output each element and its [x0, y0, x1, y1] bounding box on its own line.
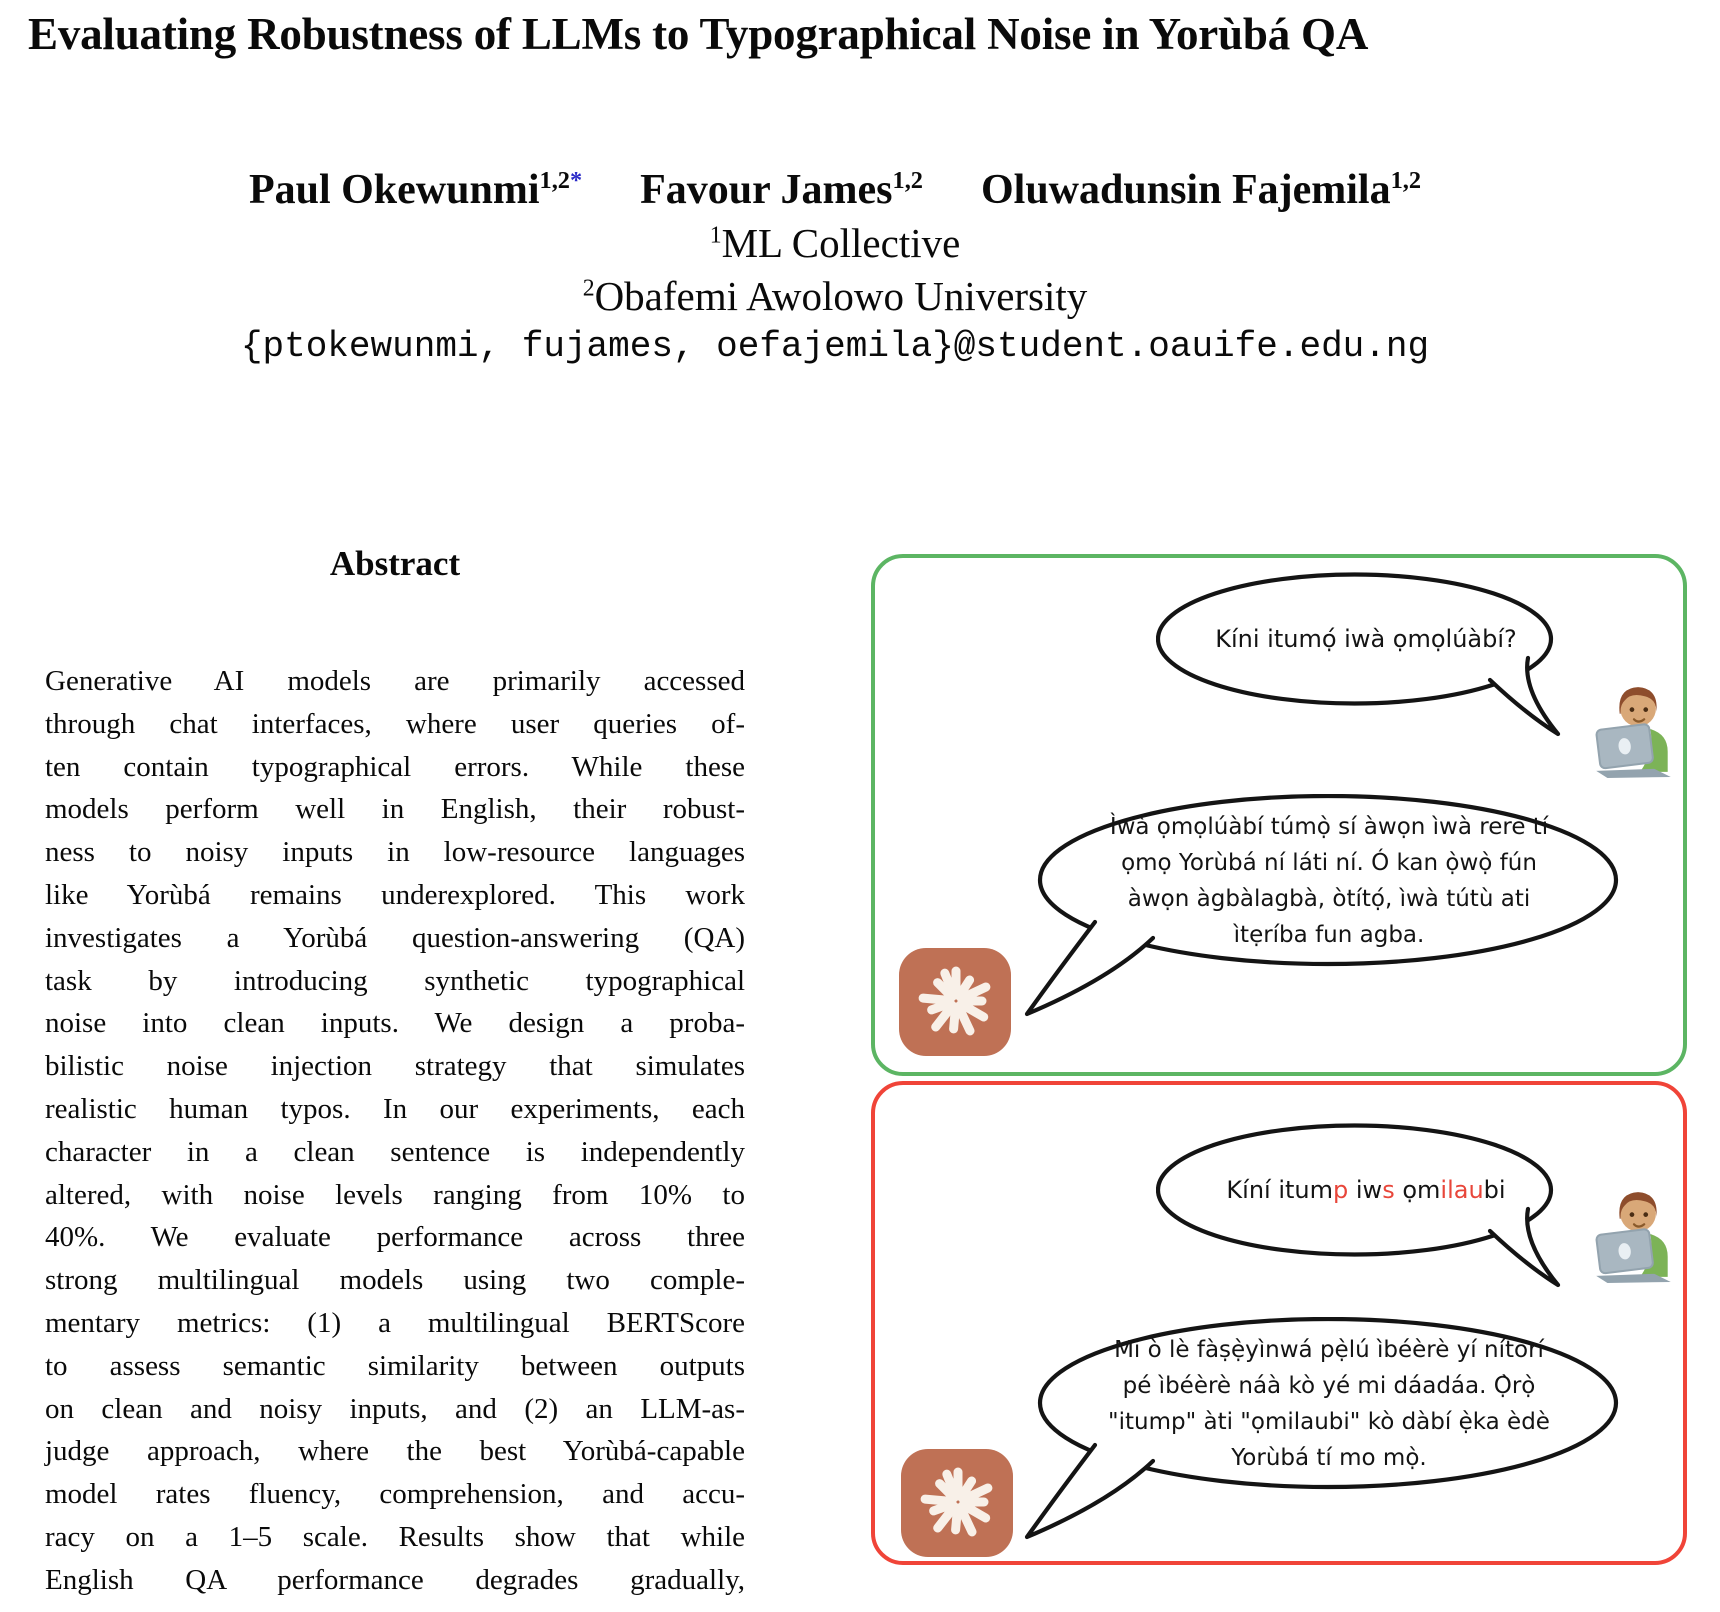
user-technologist-icon [1593, 1185, 1675, 1283]
question-text-segment: iw [1348, 1176, 1383, 1204]
paper-title: Evaluating Robustness of LLMs to Typographical Noise in Yorùbá QA [28, 9, 1369, 59]
noisy-question-bubble [1156, 1123, 1576, 1333]
question-text-segment: ọm [1394, 1176, 1441, 1204]
abstract-line: investigates a Yorùbá question-answering (QA) [45, 921, 745, 954]
bubble-line: Mi ò lè fàṣẹ̀yìnwá pẹ̀lú ìbéèrè yí nítorí [1114, 1337, 1544, 1363]
abstract-line: realistic human typos. In our experiments, each [45, 1092, 745, 1125]
footnote-asterisk: * [569, 167, 583, 194]
abstract-line: task by introducing synthetic typographical [45, 964, 745, 997]
author-name: Favour James$^{1,2}$ [640, 167, 923, 213]
clean-question-bubble [1156, 572, 1576, 782]
affiliation-1-sup: 1 [709, 222, 722, 249]
figure-panel-noisy-input [871, 1081, 1687, 1565]
abstract-text [45, 660, 745, 1602]
abstract-line: like Yorùbá remains underexplored. This work [45, 878, 745, 911]
noisy-character: p [1333, 1176, 1349, 1204]
abstract-heading: Abstract [329, 544, 461, 583]
abstract-line: judge approach, where the best Yorùbá-capable [45, 1435, 745, 1468]
abstract-line: bilistic noise injection strategy that simulates [45, 1050, 745, 1083]
question-text-segment: Kíní itum [1226, 1176, 1334, 1204]
noisy-character: s [1382, 1176, 1395, 1204]
noisy-answer-text [1083, 1323, 1575, 1485]
noisy-answer-bubble [1015, 1317, 1660, 1562]
abstract-line: ten contain typographical errors. While these [45, 750, 745, 783]
abstract-line: altered, with noise levels ranging from 10% to [45, 1178, 745, 1211]
bubble-line: ọmọ Yorùbá ní láti ní. Ó kan ọ̀wọ̀ fún [1121, 850, 1537, 876]
affiliation-2-name: Obafemi Awolowo University [594, 273, 1088, 319]
email-line: {ptokewunmi, fujames, oefajemila}@student.oauife.edu.ng [240, 326, 1430, 367]
figure-panel-clean-input [871, 554, 1687, 1076]
abstract-line: racy on a 1–5 scale. Results show that while [45, 1520, 745, 1553]
ai-starburst-icon [899, 948, 1011, 1056]
abstract-line: ness to noisy inputs in low-resource languages [45, 836, 745, 869]
abstract-line: to assess semantic similarity between outputs [45, 1349, 745, 1382]
bubble-line: pé ìbéèrè náà kò yé mi dáadáa. Ọ̀rọ̀ [1122, 1373, 1536, 1399]
abstract-line: models perform well in English, their robust- [45, 793, 745, 826]
user-technologist-icon [1593, 680, 1675, 778]
abstract-line: strong multilingual models using two comple- [45, 1264, 745, 1297]
noisy-character: ilau [1440, 1176, 1484, 1204]
bubble-line: Yorùbá tí mo mọ̀. [1231, 1445, 1427, 1471]
clean-answer-bubble [1015, 794, 1660, 1039]
abstract-line: model rates fluency, comprehension, and accu- [45, 1478, 745, 1511]
clean-answer-text [1083, 800, 1575, 962]
abstract-line: noise into clean inputs. We design a proba- [45, 1007, 745, 1040]
author-name: Paul Okewunmi$^{1,2*}$ [248, 167, 583, 213]
bubble-line: "itump" àti "ọmilaubi" kò dàbí ẹ̀ka èdè [1108, 1409, 1550, 1435]
abstract-line: on clean and noisy inputs, and (2) an LLM-as- [45, 1392, 745, 1425]
affiliation-1-name: ML Collective [721, 220, 961, 266]
affiliation-2 [0, 272, 1670, 320]
author-name: Oluwadunsin Fajemila$^{1,2}$ [980, 167, 1422, 213]
noisy-question-text [1184, 1123, 1548, 1257]
abstract-line: mentary metrics: (1) a multilingual BERTScore [45, 1306, 745, 1339]
affiliation-1 [0, 219, 1670, 267]
affiliation-2-sup: 2 [582, 275, 595, 302]
question-text-segment: bi [1483, 1176, 1506, 1204]
bubble-line: Ìwà ọmọlúàbí túmọ̀ sí àwọn ìwà rere tí [1109, 814, 1549, 840]
abstract-line: character in a clean sentence is independently [45, 1135, 745, 1168]
bubble-line: àwọn àgbàlagbà, òtítọ́, ìwà tútù ati [1127, 886, 1531, 912]
abstract-line: through chat interfaces, where user queries of- [45, 707, 745, 740]
ai-starburst-icon [901, 1449, 1013, 1557]
abstract-line: 40%. We evaluate performance across three [45, 1221, 745, 1254]
abstract-line: Generative AI models are primarily accessed [45, 665, 745, 697]
clean-question-text: Kíni itumọ́ iwà ọmọlúàbí? [1215, 625, 1517, 653]
bubble-line: ìtẹríba fun agba. [1233, 922, 1425, 948]
abstract-line: English QA performance degrades gradually, [45, 1563, 745, 1596]
authors-row [0, 166, 1670, 214]
